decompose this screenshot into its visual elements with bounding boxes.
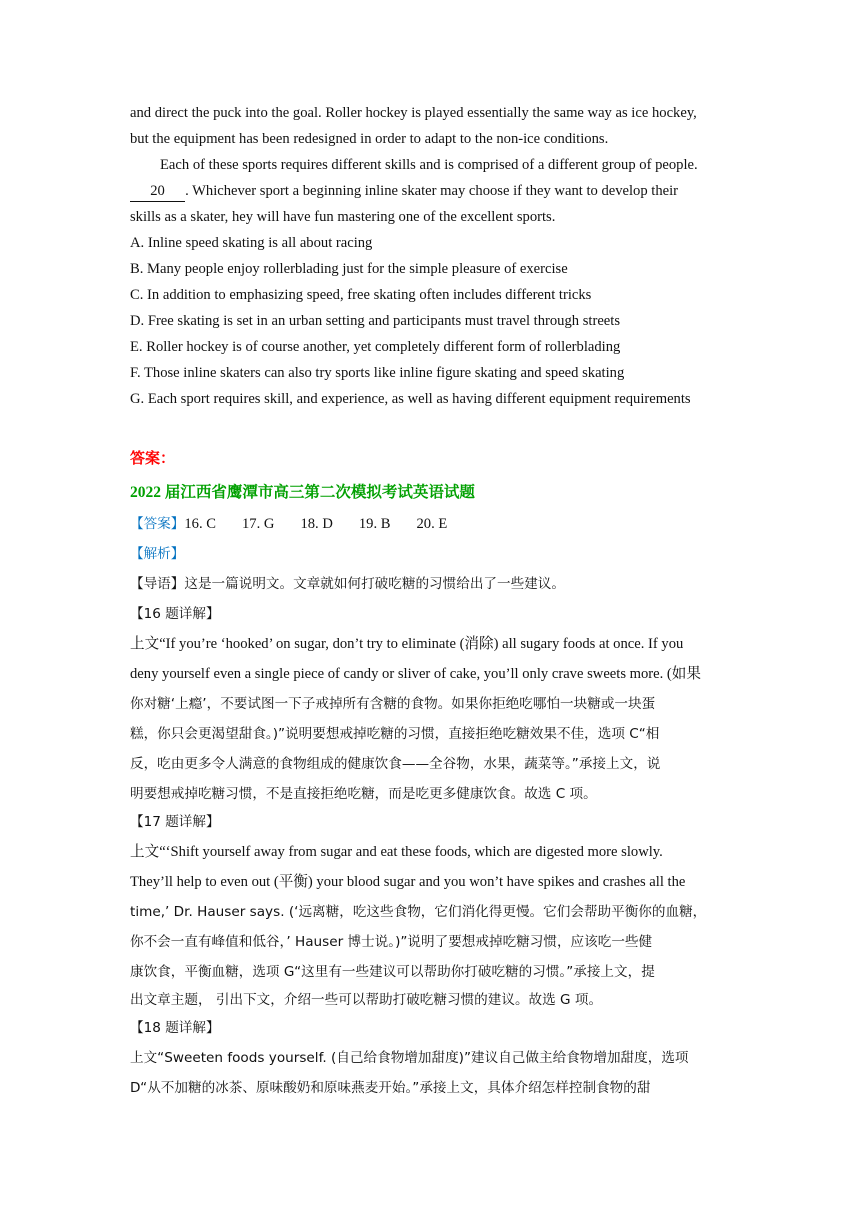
q18-tag: 【18 题详解】 [130,1020,220,1036]
option-g: G. Each sport requires skill, and experience, as well as having different equipment requirements [130,391,691,407]
q18-line: D“从不加糖的冰茶、原味酸奶和原味燕麦开始。”承接上文，具体介绍怎样控制食物的甜 [130,1080,651,1096]
q17-line: time,’ Dr. Hauser says. (‘远离糖，吃这些食物，它们消化得更慢。它们会帮助平衡你的血糖， [130,904,707,920]
guide-text: 【导语】这是一篇说明文。文章就如何打破吃糖的习惯给出了一些建议。 [130,576,565,592]
q16-line: 上文“If you’re ‘hooked’ on sugar, don’t try to eliminate (消除) all sugary foods at once. If you [130,636,684,652]
option-d: D. Free skating is set in an urban setting and participants must travel through streets [130,313,621,329]
passage-line-with-blank: 20 . Whichever sport a beginning inline skater may choose if they want to develop their [130,181,734,202]
q17-line: 康饮食，平衡血糖，选项 G“这里有一些建议可以帮助你打破吃糖的习惯。”承接上文，提 [130,964,655,980]
q17-line: They’ll help to even out (平衡) your blood sugar and you won’t have spikes and crashes all the [130,874,686,890]
answer-20: 20. E [416,516,448,532]
q17-line: 出文章主题， 引出下文，介绍一些可以帮助打破吃糖习惯的建议。故选 G 项。 [130,992,603,1008]
answer-line [130,514,734,534]
q16-line: 你对糖‘上瘾’，不要试图一下子戒掉所有含糖的食物。如果你拒绝吃哪怕一块糖或一块蛋 [130,696,656,712]
q16-line: deny yourself even a single piece of candy or sliver of cake, you’ll only crave sweets more. (如果 [130,666,701,682]
q17-tag: 【17 题详解】 [130,814,220,830]
passage-line: but the equipment has been redesigned in order to adapt to the non-ice conditions. [130,131,609,147]
q16-line: 明要想戒掉吃糖习惯，不是直接拒绝吃糖，而是吃更多健康饮食。故选 C 项。 [130,786,597,802]
answer-heading: 答案： [130,449,176,467]
blank-20: 20 [130,181,185,202]
option-e: E. Roller hockey is of course another, yet completely different form of rollerblading [130,339,621,355]
option-c: C. In addition to emphasizing speed, free skating often includes different tricks [130,287,592,303]
q17-line: 你不会一直有峰值和低谷，’ Hauser 博士说。)”说明了要想戒掉吃糖习惯，应该吃一些健 [130,934,653,950]
answer-19: 19. B [358,516,391,532]
answer-tag: 【答案】 [130,516,185,532]
q16-tag: 【16 题详解】 [130,606,220,622]
source-title: 2022 届江西省鹰潭市高三第二次模拟考试英语试题 [130,484,475,501]
answer-16: 16. C [184,516,216,532]
option-b: B. Many people enjoy rollerblading just for the simple pleasure of exercise [130,261,568,277]
option-f: F. Those inline skaters can also try sports like inline figure skating and speed skating [130,365,625,381]
answer-18: 18. D [300,516,333,532]
passage-line: and direct the puck into the goal. Roller hockey is played essentially the same way as ice hockey, [130,105,697,121]
q16-line: 反，吃由更多令人满意的食物组成的健康饮食——全谷物，水果，蔬菜等。”承接上文，说 [130,756,661,772]
q16-line: 糕，你只会更渴望甜食。)”说明要想戒掉吃糖的习惯，直接拒绝吃糖效果不佳，选项 C“相 [130,726,660,742]
passage-line: Each of these sports requires different skills and is comprised of a different group of people. [160,157,698,173]
q18-line: 上文“Sweeten foods yourself. (自己给食物增加甜度)”建议自己做主给食物增加甜度，选项 [130,1050,689,1066]
analysis-tag: 【解析】 [130,546,185,562]
passage-line: skills as a skater, hey will have fun mastering one of the excellent sports. [130,209,556,225]
answer-17: 17. G [242,516,275,532]
option-a: A. Inline speed skating is all about racing [130,235,373,251]
q17-line: 上文“‘Shift yourself away from sugar and eat these foods, which are digested more slowly. [130,844,663,860]
